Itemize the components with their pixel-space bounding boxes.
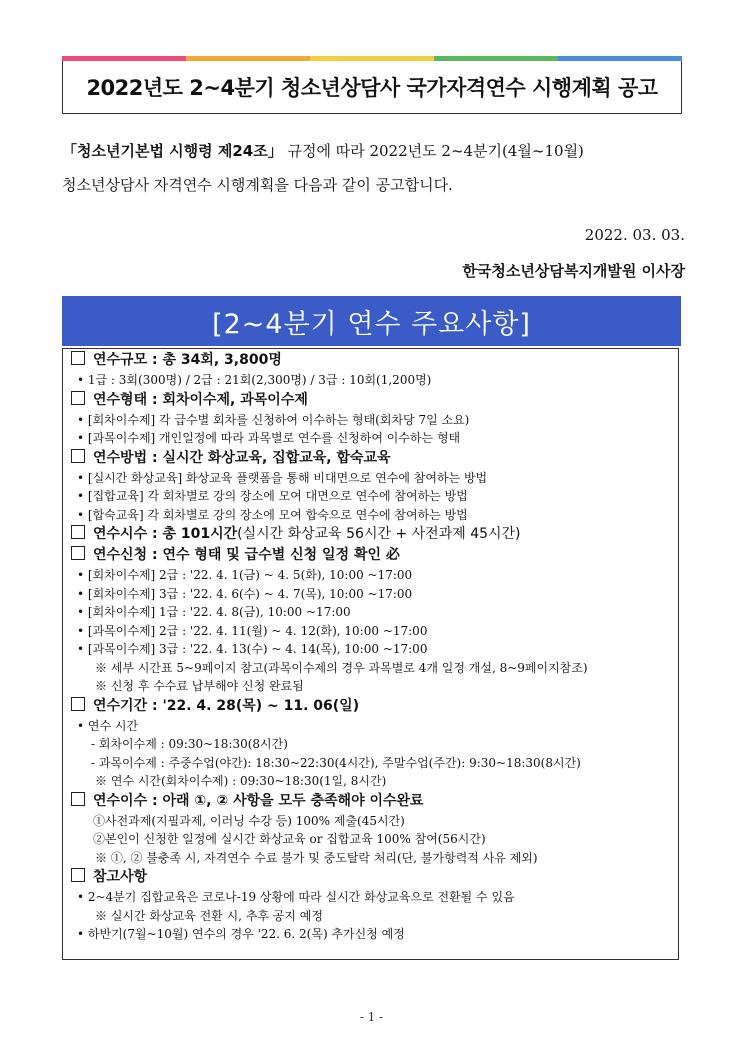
section-heading [71,524,672,545]
note-item: ※ ①, ② 불충족 시, 자격연수 수료 불가 및 중도탈락 처리(단, 불가항력적 사유 제외) [95,850,538,865]
page-title: 2022년도 2~4분기 청소년상담사 국가자격연수 시행계획 공고 [86,76,658,100]
list-item: • 1급 : 3회(300명) / 2급 : 21회(2,300명) / 3급 : 10회(1,200명) [77,373,432,387]
section-heading [71,350,672,371]
section-heading-text: 연수형태 : 회차이수제, 과목이수제 [93,391,308,408]
list-item: • [실시간 화상교육] 화상교육 플랫폼을 통해 비대면으로 연수에 참여하는 방법 [77,470,488,485]
section-heading [71,696,672,717]
note-item: ※ 실시간 화상교육 전환 시, 추후 공지 예정 [95,908,323,923]
section-heading-text: 연수시수 : 총 101시간 [93,526,238,542]
banner-title: [2~4분기 연수 주요사항] [212,308,531,340]
main-content-box [62,348,679,960]
section-heading [71,791,672,812]
note-item: ※ 신청 후 수수료 납부해야 신청 완료됨 [95,679,304,693]
list-item: • [회차이수제] 3급 : '22. 4. 6(수) ~ 4. 7(목), 10:00 ~17:00 [77,586,413,601]
section-banner [62,296,681,346]
checkbox-square-icon [71,391,85,405]
section-heading-text: 연수방법 : 실시간 화상교육, 집합교육, 합숙교육 [93,449,391,466]
section-heading [71,545,672,566]
intro-line2: 청소년상담사 자격연수 시행계획을 다음과 같이 공고합니다. [62,176,453,194]
section-heading [71,390,672,411]
list-item: • 하반기(7월~10월) 연수의 경우 '22. 6. 2(목) 추가신청 예정 [77,927,405,941]
note-item: ※ 연수 시간(회차이수제) : 09:30~18:30(1일, 8시간) [95,774,387,788]
list-item: • 2~4분기 집합교육은 코로나-19 상황에 따라 실시간 화상교육으로 전환될 수 있음 [77,890,515,904]
section-heading-text: 연수규모 : 총 34회, 3,800명 [93,352,282,368]
note-item: ※ 세부 시간표 5~9페이지 참고(과목이수제의 경우 과목별로 4개 일정 개설, 8~9페이지참조) [95,660,588,675]
intro-line1: 규정에 따라 2022년도 2~4분기(4월~10월) [282,142,584,160]
checkbox-square-icon [71,792,85,806]
list-item: • [회차이수제] 1급 : '22. 4. 8(금), 10:00 ~17:00 [77,605,351,619]
list-item: • [과목이수제] 3급 : '22. 4. 13(수) ~ 4. 14(목), 10:00 ~17:00 [77,642,428,656]
section-heading-text: 참고사항 [93,869,148,885]
title-box [62,61,682,114]
section-heading [71,448,672,469]
list-item: • 연수 시간 [77,718,139,733]
list-item: • [회차이수제] 각 급수별 회차를 신청하여 이수하는 형태(회차당 7일 소요) [77,412,470,427]
checkbox-square-icon [71,525,85,539]
checkbox-square-icon [71,697,85,711]
requirement-item: ②본인이 신청한 일정에 실시간 화상교육 or 집합교육 100% 참여(56시간) [93,832,486,846]
list-item: • [과목이수제] 개인일정에 따라 과목별로 연수를 신청하여 이수하는 형태 [77,431,461,445]
intro-paragraph [62,134,686,202]
issuing-organization: 한국청소년상담복지개발원 이사장 [462,262,685,280]
section-heading-text: 연수이수 : 아래 ①, ② 사항을 모두 충족해야 이수완료 [93,792,424,809]
section-heading-text: 연수신청 : 연수 형태 및 급수별 신청 일정 확인 必 [93,547,400,563]
section-heading-text: 연수기간 : '22. 4. 28(목) ~ 11. 06(일) [93,697,360,714]
announcement-date: 2022. 03. 03. [584,226,685,244]
list-item: • [집합교육] 각 회차별로 강의 장소에 모여 대면으로 연수에 참여하는 방법 [77,489,468,503]
list-item: • [과목이수제] 2급 : '22. 4. 11(월) ~ 4. 12(화), 10:00 ~17:00 [77,623,428,638]
checkbox-square-icon [71,868,85,882]
sub-item: - 과목이수제 : 주중수업(야간): 18:30~22:30(4시간), 주말수업(주간): 9:30~18:30(8시간) [91,755,581,770]
section-heading-detail: (실시간 화상교육 56시간 + 사전과제 45시간) [237,526,521,542]
page-number: - 1 - [359,1010,384,1024]
list-item: • [회차이수제] 2급 : '22. 4. 1(금) ~ 4. 5(화), 10:00 ~17:00 [77,568,413,582]
list-item: • [합숙교육] 각 회차별로 강의 장소에 모여 합숙으로 연수에 참여하는 방법 [77,507,468,522]
checkbox-square-icon [71,449,85,463]
law-reference: 「청소년기본법 시행령 제24조」 [62,142,283,160]
checkbox-square-icon [71,351,85,365]
requirement-item: ①사전과제(지필과제, 이러닝 수강 등) 100% 제출(45시간) [93,813,405,828]
sub-item: - 회차이수제 : 09:30~18:30(8시간) [91,737,288,751]
section-heading [71,867,672,888]
checkbox-square-icon [71,546,85,560]
